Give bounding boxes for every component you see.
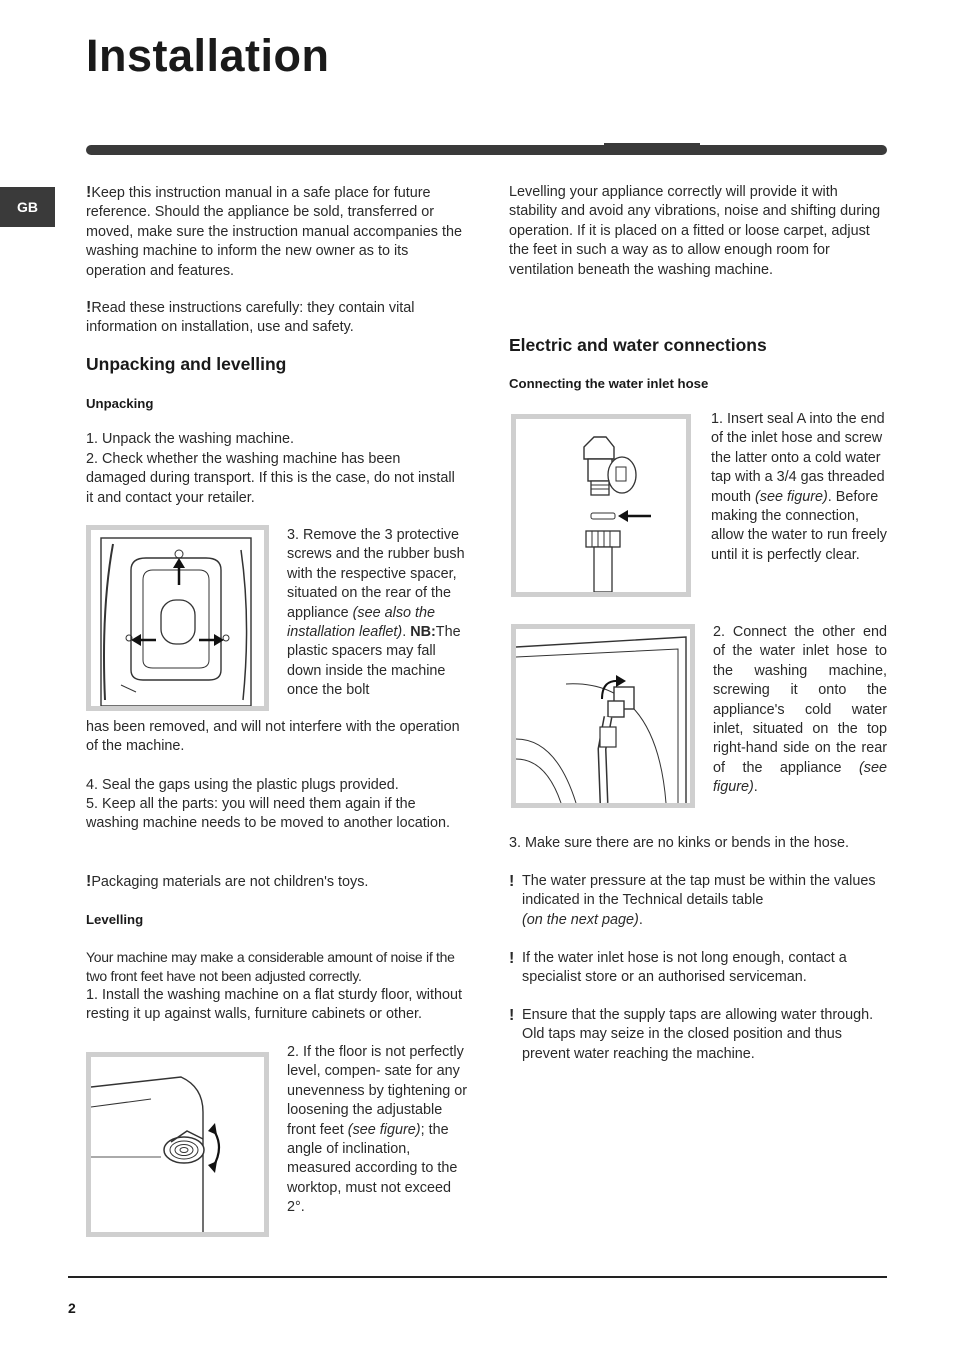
unpacking-step-1: 1. Unpack the washing machine.	[86, 431, 294, 447]
levelling-explanation: Levelling your appliance correctly will provide it with stability and avoid any vibrations, noise and shifting during operation. If it is placed on a fitted or loose carpet, adjust the feet in such a way as to allow enough room for ventilation beneath the washing machine.	[509, 184, 881, 278]
warning-icon: !	[509, 873, 515, 890]
front-foot-illustration	[91, 1057, 264, 1232]
rear-panel-figure	[86, 525, 269, 711]
levelling-step-1: 1. Install the washing machine on a flat sturdy floor, without resting it up against walls, furniture cabinets or other.	[86, 987, 462, 1023]
warning-icon: !	[86, 299, 92, 316]
rear-panel-illustration	[91, 530, 264, 706]
language-tab: GB	[0, 187, 55, 227]
tap-connection-illustration	[516, 419, 686, 592]
warning-icon: !	[509, 1007, 515, 1024]
header-divider-notch	[604, 143, 700, 146]
page-title: Installation	[86, 30, 330, 81]
connection-step-2: 2. Connect the other end of the water inlet hose to the washing machine, screwing it onto the appliance's cold water inlet, situated on the top right-hand side on the rear of the appliance (see figure).	[713, 624, 887, 796]
page-number: 2	[68, 1300, 76, 1316]
footer-divider	[68, 1276, 887, 1278]
warning-water-pressure: ! The water pressure at the tap must be within the values indicated in the Technical details table (on the next page).	[509, 873, 876, 928]
unpacking-step-4: 4. Seal the gaps using the plastic plugs provided.	[86, 777, 399, 793]
levelling-step-2: 2. If the floor is not perfectly level, compen- sate for any unevenness by tightening or loosening the adjustable front feet (see figure); the angle of inclination, measured according to the worktop, must not exceed 2°.	[287, 1044, 468, 1216]
front-foot-figure	[86, 1052, 269, 1237]
unpacking-step-3: 3. Remove the 3 protective screws and the rubber bush with the respective spacer, situated on the rear of the appliance (see also the installation leaflet). NB:The plastic spacers may fall down inside the machine once the bolt	[287, 527, 465, 699]
subheading-inlet-hose: Connecting the water inlet hose	[509, 376, 709, 391]
unpacking-step-3-continued: has been removed, and will not interfere with the operation of the machine.	[86, 719, 460, 755]
connection-step-3: 3. Make sure there are no kinks or bends in the hose.	[509, 835, 849, 851]
subheading-unpacking: Unpacking	[86, 396, 154, 411]
tap-connection-figure	[511, 414, 691, 597]
connection-step-1: 1. Insert seal A into the end of the inlet hose and screw the latter onto a cold water tap with a 3/4 gas threaded mouth (see figure). Before making the connection, allow the water to run freely until it is perfectly clear.	[711, 411, 887, 563]
subheading-levelling: Levelling	[86, 912, 144, 927]
warning-hose-length: ! If the water inlet hose is not long enough, contact a specialist store or an authorised serviceman.	[509, 950, 847, 986]
unpacking-step-2: 2. Check whether the washing machine has been damaged during transport. If this is the case, do not install it and contact your retailer.	[86, 451, 455, 506]
section-title-connections: Electric and water connections	[509, 335, 767, 355]
note-read-instructions: !Read these instructions carefully: they contain vital information on installation, use and safety.	[86, 299, 415, 336]
machine-inlet-figure	[511, 624, 695, 808]
machine-inlet-illustration	[516, 629, 690, 803]
header-divider	[86, 145, 887, 155]
warning-icon: !	[86, 184, 92, 201]
unpacking-step-5: 5. Keep all the parts: you will need them again if the washing machine needs to be moved to another location.	[86, 796, 450, 832]
warning-icon: !	[509, 950, 515, 967]
warning-supply-taps: ! Ensure that the supply taps are allowing water through. Old taps may seize in the closed position and thus prevent water reaching the machine.	[509, 1007, 874, 1062]
note-keep-manual: !Keep this instruction manual in a safe place for future reference. Should the appliance be sold, transferred or moved, make sure the instruction manual accompanies the washing machine to inform the new owner as to its operation and features.	[86, 184, 462, 279]
section-title-unpacking-levelling: Unpacking and levelling	[86, 354, 287, 374]
warning-icon: !	[86, 873, 92, 890]
note-packaging: !Packaging materials are not children's toys.	[86, 873, 369, 890]
levelling-intro: Your machine may make a considerable amount of noise if the two front feet have not been adjusted correctly.	[86, 949, 455, 985]
